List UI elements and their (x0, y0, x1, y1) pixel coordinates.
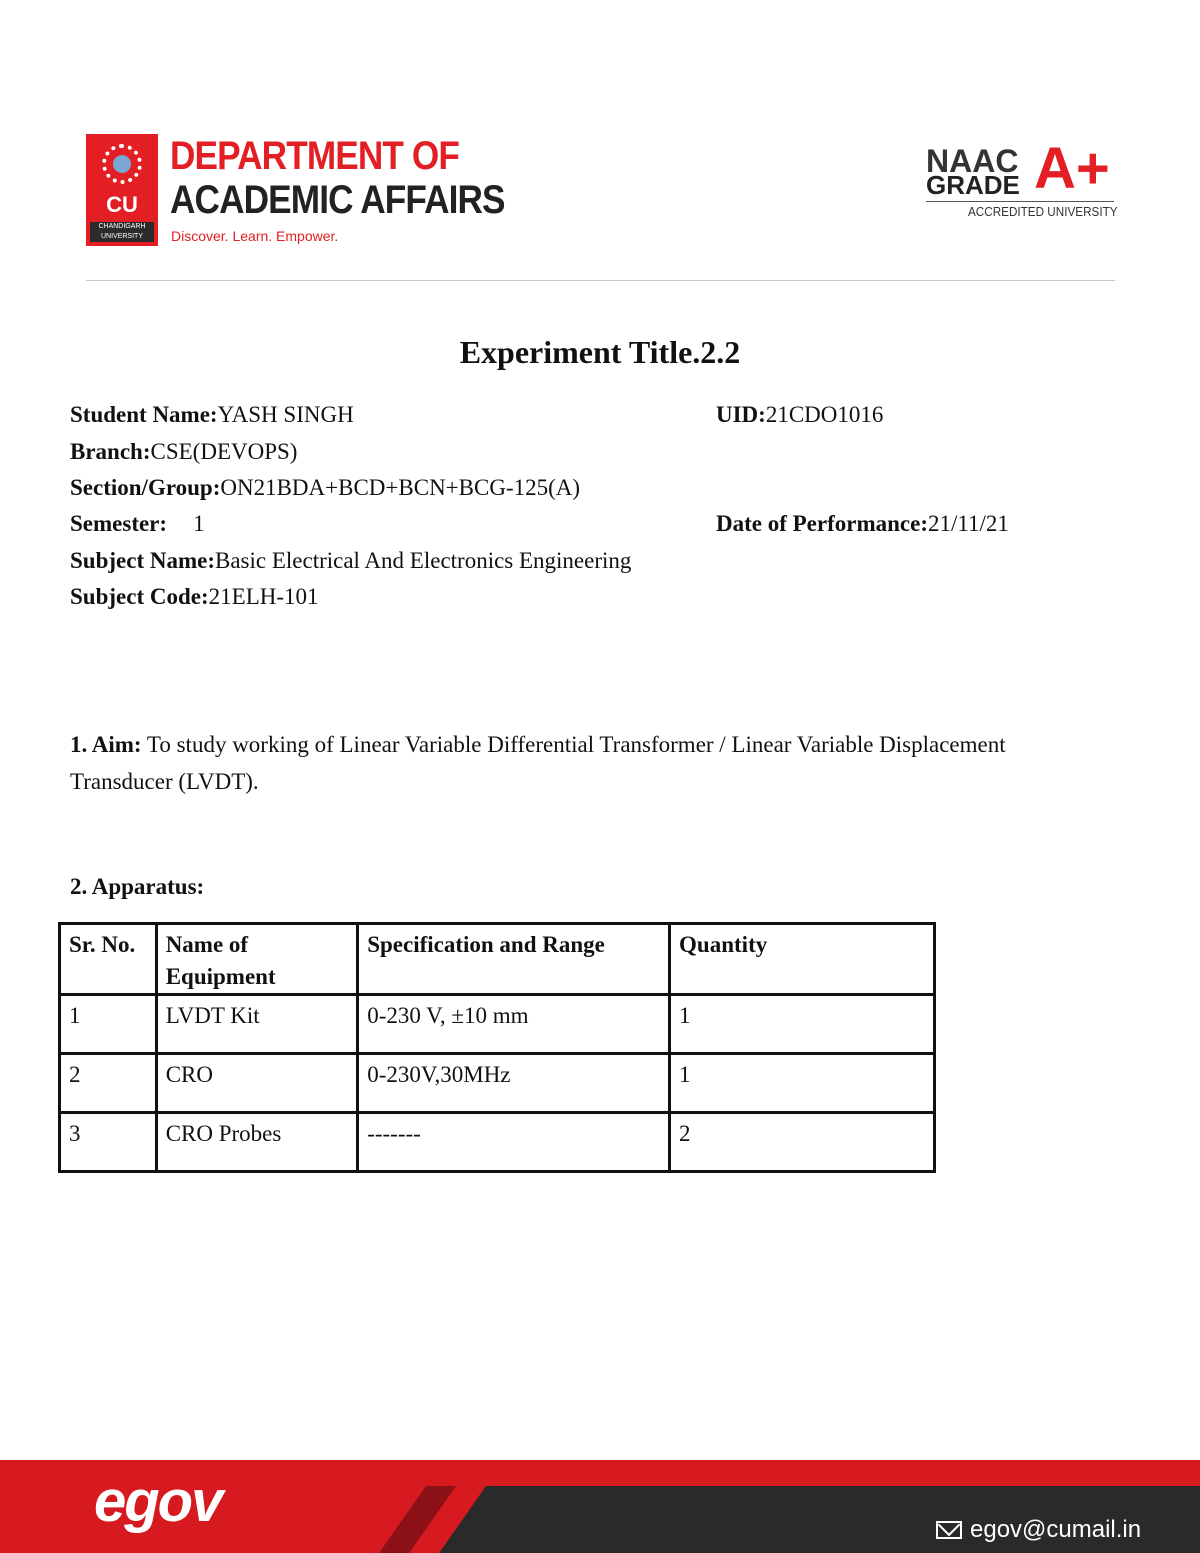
page-header (0, 0, 1200, 280)
divider (926, 201, 1114, 202)
subject-code-label: Subject Code: (70, 584, 209, 609)
department-title-line1: DEPARTMENT OF (170, 134, 460, 178)
apparatus-heading: 2. Apparatus: (70, 874, 205, 899)
date-value: 21/11/21 (928, 511, 1009, 536)
student-name-row (70, 402, 354, 428)
aim-text: To study working of Linear Variable Differential Transformer / Linear Variable Displacement Transducer (LVDT). (70, 732, 1006, 794)
table-cell: 2 (670, 1113, 935, 1172)
egov-logo: egov (94, 1469, 222, 1534)
table-cell: ------- (358, 1113, 670, 1172)
naac-text: NAAC (926, 143, 1019, 179)
table-cell: 1 (670, 995, 935, 1054)
branch-row (70, 439, 297, 465)
subject-name-value: Basic Electrical And Electronics Engineering (215, 548, 632, 573)
table-cell: 0-230V,30MHz (358, 1054, 670, 1113)
table-cell: 3 (60, 1113, 157, 1172)
cu-logo (86, 134, 158, 246)
table-row (60, 1113, 935, 1172)
aim-section (70, 726, 1050, 800)
department-title-line2: ACADEMIC AFFAIRS (170, 178, 505, 222)
accredited-text: ACCREDITED UNIVERSITY (968, 204, 1118, 219)
semester-row (70, 511, 205, 537)
subject-name-row (70, 548, 631, 574)
mail-icon (936, 1521, 962, 1539)
table-cell: 2 (60, 1054, 157, 1113)
section-label: Section/Group: (70, 475, 221, 500)
uid-row (716, 402, 883, 428)
column-header-sr-no: Sr. No. (60, 924, 157, 995)
table-header-row (60, 924, 935, 995)
subject-name-label: Subject Name: (70, 548, 215, 573)
column-header-quantity: Quantity (670, 924, 935, 995)
logo-cu-text: CU (106, 192, 138, 217)
aim-label: 1. Aim: (70, 732, 142, 757)
date-row (716, 511, 1009, 537)
semester-label: Semester: (70, 511, 168, 536)
table-cell: LVDT Kit (156, 995, 358, 1054)
table-cell: 0-230 V, ±10 mm (358, 995, 670, 1054)
student-name-value: YASH SINGH (217, 402, 354, 427)
footer-email[interactable]: egov@cumail.in (970, 1516, 1142, 1543)
grade-text: GRADE (926, 170, 1020, 200)
column-header-equipment: Name of Equipment (156, 924, 358, 995)
table-row (60, 995, 935, 1054)
section-value: ON21BDA+BCD+BCN+BCG-125(A) (220, 475, 581, 500)
grade-a-plus: A+ (1034, 136, 1110, 201)
section-row (70, 475, 580, 501)
logo-university-text: CHANDIGARH UNIVERSITY (90, 222, 154, 242)
uid-label: UID: (716, 402, 766, 427)
branch-value: CSE(DEVOPS) (150, 439, 298, 464)
apparatus-table (58, 922, 936, 1173)
table-cell: CRO (156, 1054, 358, 1113)
uid-value: 21CDO1016 (765, 402, 884, 427)
semester-value: 1 (193, 511, 205, 536)
subject-code-row (70, 584, 319, 610)
branch-label: Branch: (70, 439, 151, 464)
table-cell: 1 (60, 995, 157, 1054)
header-divider (86, 280, 1115, 281)
table-cell: CRO Probes (156, 1113, 358, 1172)
experiment-title: Experiment Title.2.2 (459, 334, 741, 370)
page-footer (0, 1460, 1200, 1553)
tagline: Discover. Learn. Empower. (171, 228, 339, 244)
table-cell: 1 (670, 1054, 935, 1113)
table-row (60, 1054, 935, 1113)
column-header-specification: Specification and Range (358, 924, 670, 995)
date-label: Date of Performance: (716, 511, 928, 536)
student-name-label: Student Name: (70, 402, 218, 427)
subject-code-value: 21ELH-101 (208, 584, 319, 609)
